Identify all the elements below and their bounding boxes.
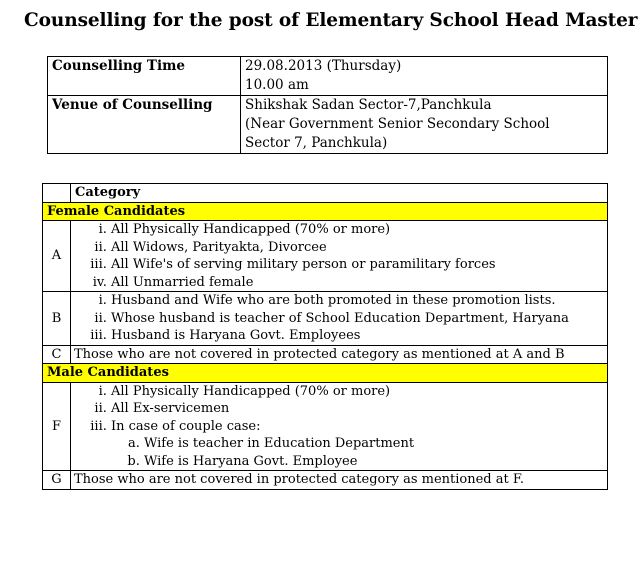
list-item: b. Wife is Haryana Govt. Employee <box>144 453 604 471</box>
venue-line-1: Shikshak Sadan Sector-7,Panchkula <box>245 97 492 113</box>
category-letter-f: F <box>43 382 71 471</box>
counselling-date: 29.08.2013 (Thursday) <box>245 58 402 74</box>
counselling-hour: 10.00 am <box>245 77 309 93</box>
venue-row <box>48 96 608 154</box>
female-section-row <box>43 202 608 221</box>
venue-line-2: (Near Government Senior Secondary School <box>245 116 550 132</box>
page-title: Counselling for the post of Elementary School Head Master <box>24 10 638 31</box>
category-letter-g: G <box>43 471 71 490</box>
list-item: a. Wife is teacher in Education Department <box>144 435 604 453</box>
category-b-content <box>71 292 608 346</box>
counselling-info-table <box>47 56 608 154</box>
category-f-list <box>74 383 604 471</box>
list-item: ii. All Widows, Parityakta, Divorcee <box>111 239 604 257</box>
list-item: i. All Physically Handicapped (70% or more) <box>111 383 604 401</box>
list-item: ii. All Ex-servicemen <box>111 400 604 418</box>
counselling-time-value <box>241 57 608 96</box>
category-row-b <box>43 292 608 346</box>
counselling-time-row <box>48 57 608 96</box>
category-letter-a: A <box>43 221 71 292</box>
category-header-blank <box>43 184 71 203</box>
category-letter-c: C <box>43 345 71 364</box>
category-row-f <box>43 382 608 471</box>
list-item: iv. All Unmarried female <box>111 274 604 292</box>
category-b-list <box>74 292 604 345</box>
venue-line-3: Sector 7, Panchkula) <box>245 135 388 151</box>
list-item <box>111 418 604 471</box>
category-g-text: Those who are not covered in protected category as mentioned at F. <box>71 471 608 490</box>
list-item: iii. All Wife's of serving military person or paramilitary forces <box>111 256 604 274</box>
category-a-list <box>74 221 604 291</box>
category-row-a <box>43 221 608 292</box>
list-item: ii. Whose husband is teacher of School Education Department, Haryana <box>111 310 604 328</box>
category-header: Category <box>71 184 608 203</box>
list-item: i. All Physically Handicapped (70% or more) <box>111 221 604 239</box>
category-row-c <box>43 345 608 364</box>
category-f-content <box>71 382 608 471</box>
category-header-row <box>43 184 608 203</box>
category-a-content <box>71 221 608 292</box>
category-row-g <box>43 471 608 490</box>
list-item: i. Husband and Wife who are both promoted in these promotion lists. <box>111 292 604 310</box>
category-table <box>42 183 608 490</box>
male-candidates-heading: Male Candidates <box>43 364 608 383</box>
venue-value <box>241 96 608 154</box>
list-item: iii. Husband is Haryana Govt. Employees <box>111 327 604 345</box>
couple-case-sublist <box>111 435 604 470</box>
male-section-row <box>43 364 608 383</box>
category-c-text: Those who are not covered in protected category as mentioned at A and B <box>71 345 608 364</box>
couple-case-label: In case of couple case: <box>111 418 261 434</box>
category-letter-b: B <box>43 292 71 346</box>
counselling-time-label: Counselling Time <box>48 57 241 96</box>
venue-label: Venue of Counselling <box>48 96 241 154</box>
female-candidates-heading: Female Candidates <box>43 202 608 221</box>
